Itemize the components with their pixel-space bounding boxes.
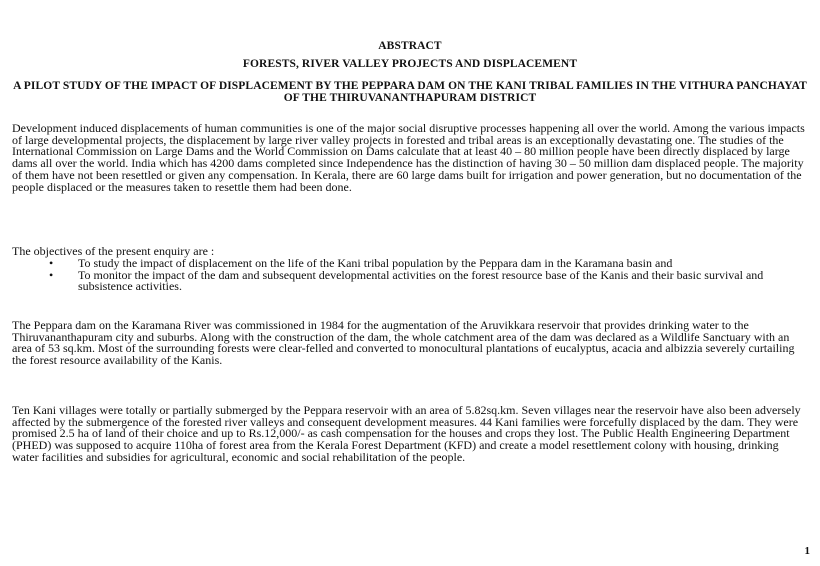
paragraph-kani-villages: Ten Kani villages were totally or partially submerged by the Peppara reservoir with an area of 5.82sq.km. Seven villages near the reservoir have also been adversely affected by the submergence of the forested river valleys and consequent development measures. 44 Kani families were forcefully displaced by the dam. They were promised 2.5 ha of land of their choice and up to Rs.12,000/- as cash compensation for the houses and crops they lost. The Public Health Engineering Department (PHED) was supposed to acquire 110ha of forest area from the Kerala Forest Department (KFD) and create a model resettlement colony with housing, drinking water facilities and subsidies for agricultural, economic and social rehabilitation of the people. — [12, 403, 801, 464]
topic-heading: FORESTS, RIVER VALLEY PROJECTS AND DISPLACEMENT — [242, 58, 578, 70]
paragraph-objectives-intro: The objectives of the present enquiry are : — [12, 244, 215, 258]
abstract-heading: ABSTRACT — [378, 40, 442, 52]
bullet-icon: • — [49, 256, 54, 270]
study-title: A PILOT STUDY OF THE IMPACT OF DISPLACEMENT BY THE PEPPARA DAM ON THE KANI TRIBAL FAMILIES IN THE VITHURA PANCHAYAT OF THE THIRUVANANTHAPURAM DISTRICT — [13, 80, 807, 104]
page-number: 1 — [804, 545, 810, 557]
paragraph-peppara-dam: The Peppara dam on the Karamana River was commissioned in 1984 for the augmentation of the Aruvikkara reservoir that provides drinking water to the Thiruvananthapuram city and suburbs. Along with the construction of the dam, the whole catchment area of the dam was declared as a Wildlife Sanctuary with an area of 53 sq.km. Most of the surrounding forests were clear-felled and converted to monocultural plantations of eucalyptus, acacia and albizzia severely curtailing the forest resource availability of the Kanis. — [12, 318, 795, 368]
objective-text: To monitor the impact of the dam and subsequent developmental activities on the forest resource base of the Kanis and their basic survival and subsistence activities. — [78, 267, 764, 294]
objectives-list — [12, 258, 808, 293]
list-item — [12, 267, 808, 294]
bullet-icon: • — [49, 267, 54, 282]
paragraph-introduction: Development induced displacements of human communities is one of the major social disruptive processes happening all over the world. Among the various impacts of large developmental projects, the displacement by large river valley projects in forested and tribal areas is an exceptionally devastating one. The studies of the International Commission on Large Dams and the World Commission on Dams calculate that at least 40 – 80 million people have been directly displaced by large dams all over the world. India which has 4200 dams completed since Independence has the distinction of having 30 – 50 million dam displaced people. The majority of them have not been resettled or given any compensation. In Kerala, there are 60 large dams built for irrigation and power generation, but no documentation of the people displaced or the measures taken to resettle them had been done. — [12, 121, 805, 194]
objective-text: To study the impact of displacement on the life of the Kani tribal population by the Peppara dam in the Karamana basin and — [78, 256, 673, 270]
